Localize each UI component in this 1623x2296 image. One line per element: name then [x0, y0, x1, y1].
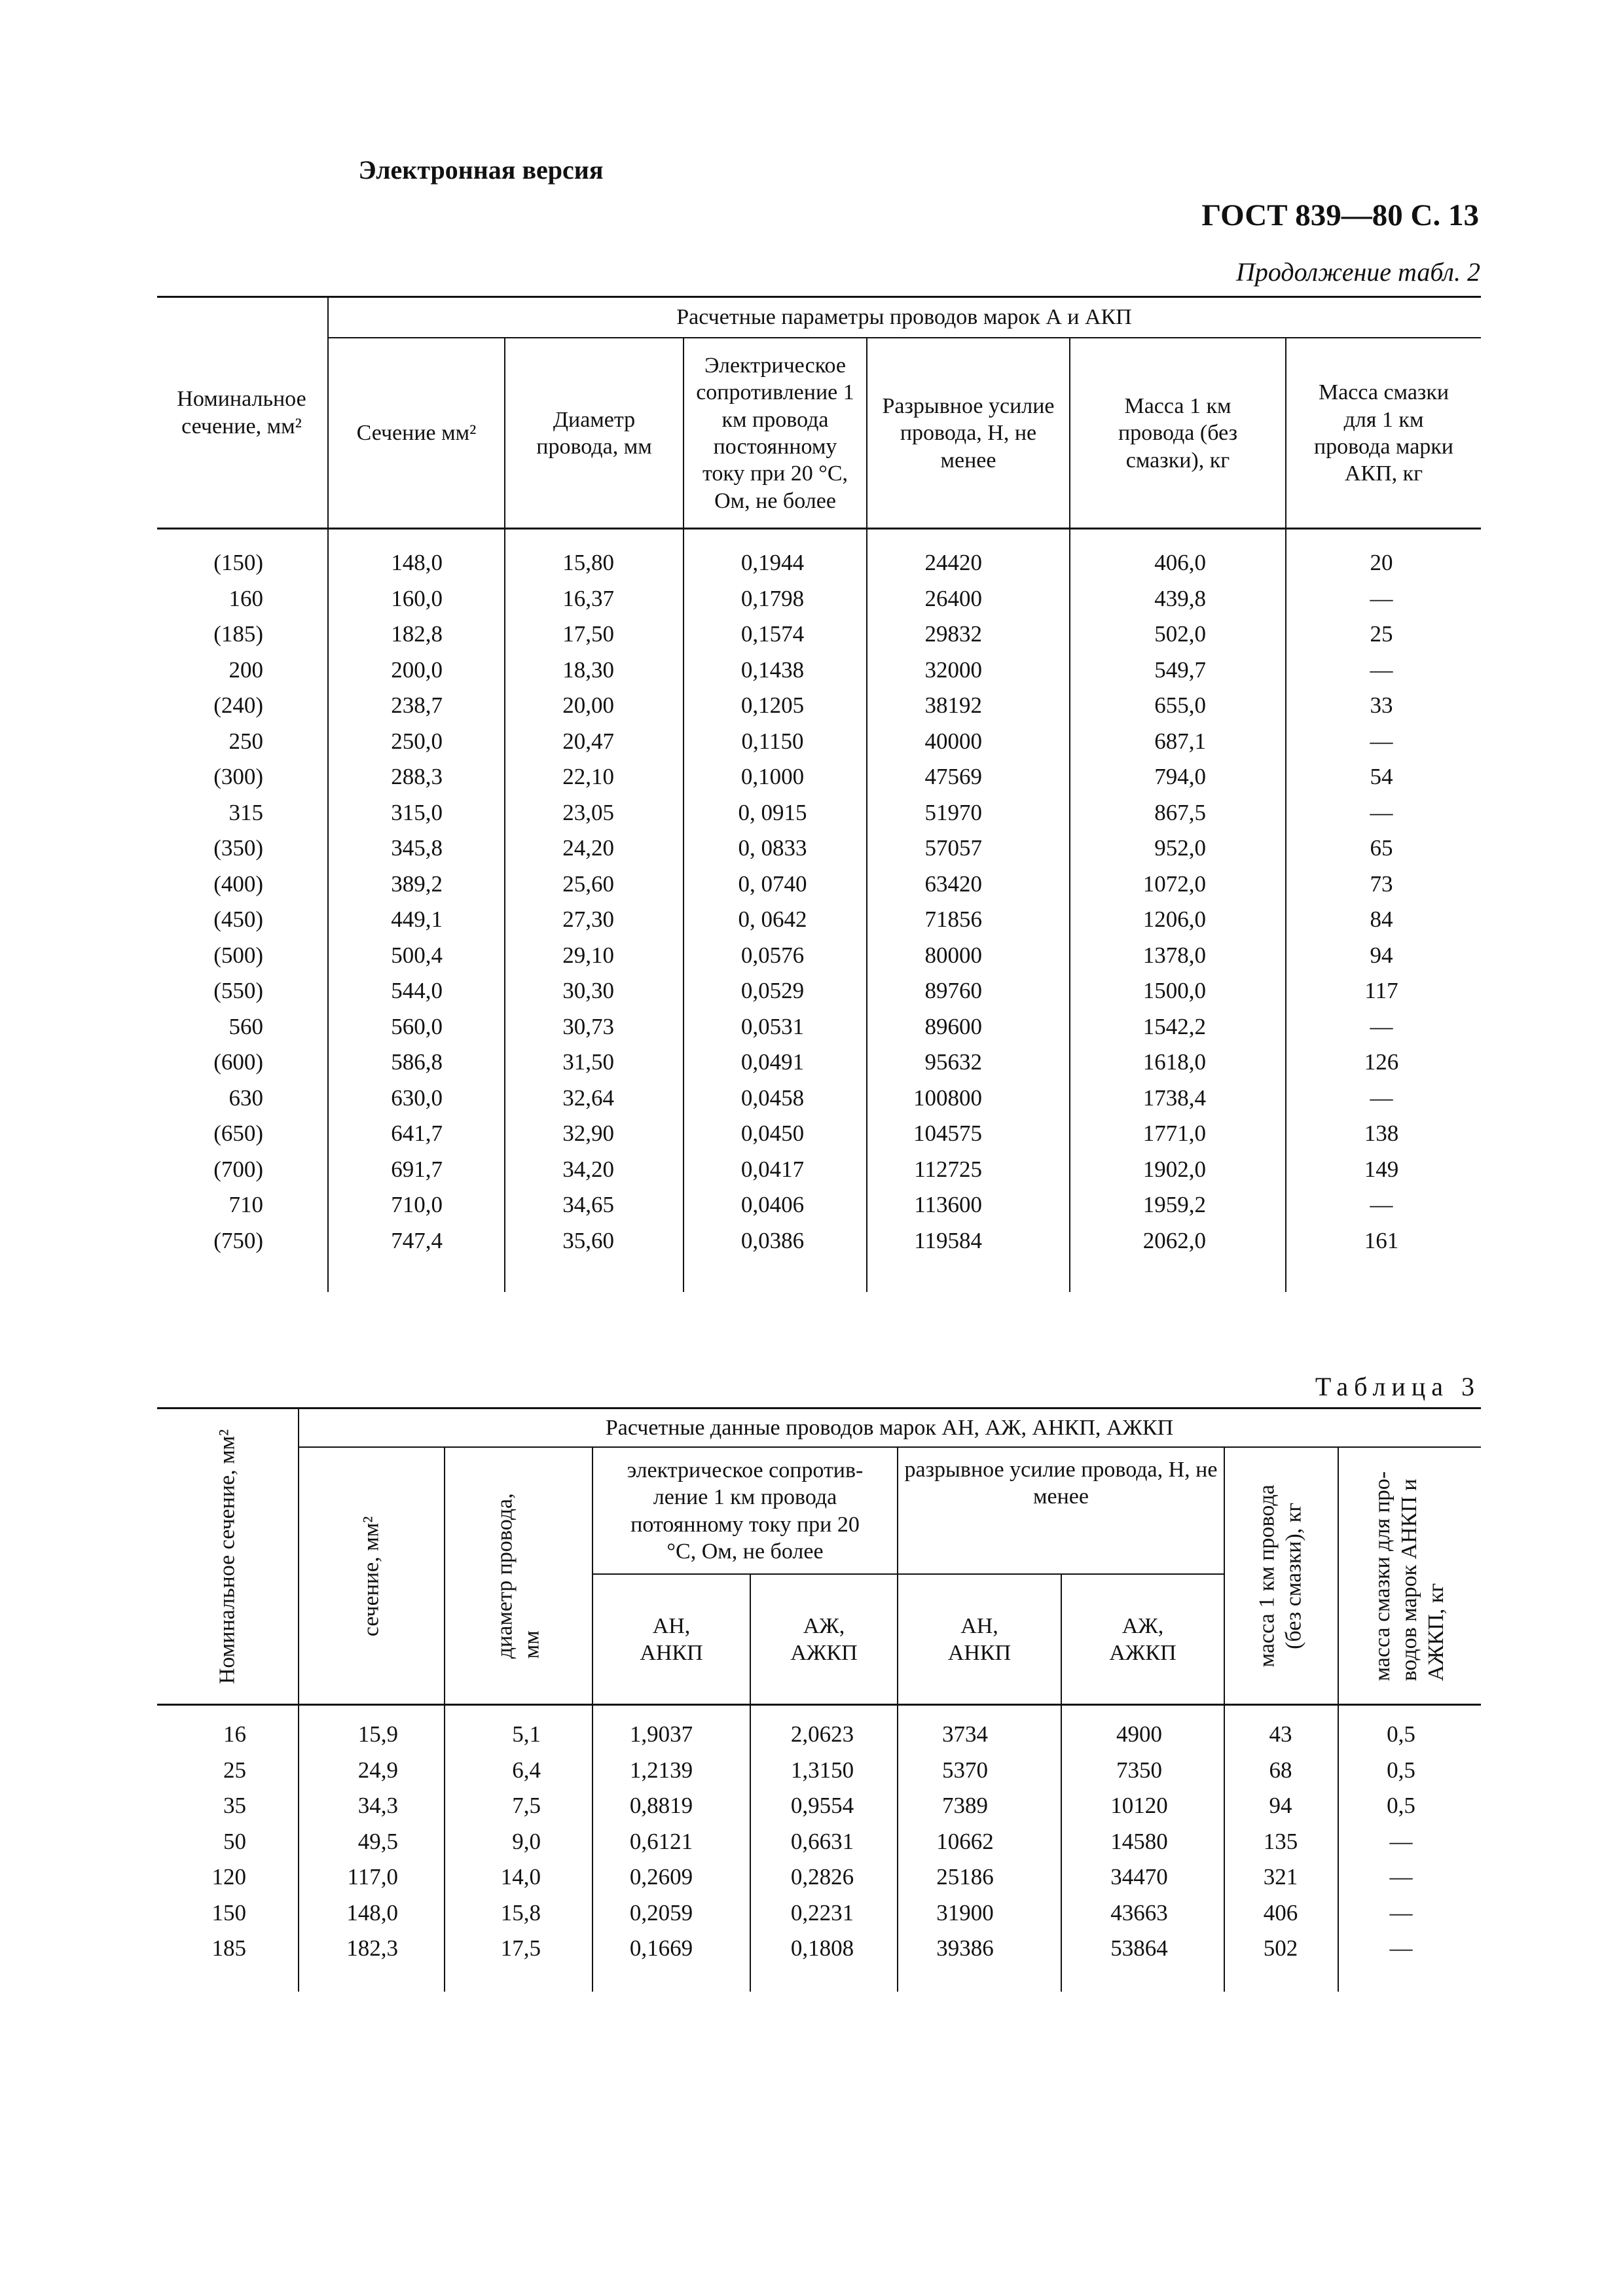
table2-cell-diameter: 30,30 [562, 978, 614, 1003]
table2-cell-resistance: 0, 0740 [738, 870, 807, 897]
table2-cell-nominal: (240) [213, 692, 263, 718]
table2-header-resistance: Электрическое сопротивление 1 км провода постоянному току при 20 °С, Ом, не более [696, 353, 854, 513]
table3-cell-section: 24,9 [357, 1757, 398, 1783]
table3-cell-resistance-azh: 0,2826 [790, 1864, 854, 1890]
table2-cell-force: 38192 [924, 692, 982, 718]
table2-header-force: Разрывное усилие провода, Н, не менее [882, 393, 1055, 473]
table2-cell-diameter: 15,80 [562, 550, 614, 575]
table2-cell-mass: 867,5 [1154, 799, 1206, 825]
table3-cell-grease: — [1389, 1935, 1413, 1961]
table3-header-diameter-line1: диаметр провода, [492, 1493, 517, 1659]
table2-cell-resistance: 0,0406 [740, 1192, 805, 1217]
table3-header-grease-line1: масса смазки для про- [1370, 1471, 1395, 1681]
table3-cell-force-azh: 7350 [1116, 1757, 1162, 1783]
table2-cell-section: 747,4 [391, 1227, 443, 1253]
table2-cell-force: 113600 [914, 1192, 982, 1217]
table2-cell-mass: 1771,0 [1142, 1121, 1206, 1146]
table3-cell-section: 148,0 [346, 1899, 398, 1926]
table2-cell-force: 89760 [924, 978, 982, 1003]
table2-cell-mass: 655,0 [1154, 692, 1206, 718]
table3-header-force-azh: АЖ, АЖКП [1109, 1613, 1176, 1665]
table2-cell-section: 544,0 [391, 978, 443, 1003]
table2-cell-nominal: 250 [228, 728, 263, 754]
table2-header-diameter: Диаметр провода, мм [536, 407, 652, 459]
table2-cell-grease: 25 [1370, 621, 1393, 647]
table2-cell-mass: 1959,2 [1142, 1192, 1206, 1217]
table2-cell-grease: — [1370, 1013, 1393, 1039]
table3-cell-mass: 94 [1269, 1793, 1292, 1818]
table2-group-rule [327, 337, 1481, 338]
table2-cell-grease: 161 [1364, 1227, 1399, 1253]
table3-header-resistance-an: АН, АНКП [640, 1613, 703, 1665]
table3-cell-section: 34,3 [357, 1793, 398, 1818]
table3-cell-grease: 0,5 [1387, 1793, 1415, 1818]
table3-cell-force-an: 10662 [936, 1828, 994, 1854]
table2-cell-mass: 794,0 [1154, 764, 1206, 789]
table3-cell-force-azh: 34470 [1110, 1864, 1168, 1890]
table2-cell-resistance: 0, 0642 [738, 906, 807, 932]
table2-group-header: Расчетные параметры проводов марок А и АКП [676, 305, 1132, 330]
table2-cell-diameter: 20,00 [562, 692, 614, 718]
table2-cell-nominal: (185) [213, 621, 263, 647]
table2-cell-resistance: 0,1944 [740, 550, 805, 575]
table3-cell-force-an: 3734 [942, 1721, 988, 1747]
table2-cell-grease: 73 [1370, 870, 1393, 897]
table3-header-grease-line3: АЖКП, кг [1423, 1583, 1448, 1681]
table2-cell-resistance: 0,0386 [740, 1227, 805, 1253]
table2-cell-nominal: (700) [213, 1156, 263, 1182]
table2-cell-nominal: (300) [213, 764, 263, 789]
table3-header-nominal [157, 1409, 298, 1704]
table2-cell-resistance: 0,0529 [740, 978, 805, 1003]
table3-cell-diameter: 17,5 [500, 1935, 541, 1961]
table2-cell-section: 148,0 [391, 550, 443, 575]
table2-cell-mass: 1618,0 [1142, 1049, 1206, 1075]
table3-header-diameter [445, 1448, 592, 1704]
table2-cell-section: 691,7 [391, 1156, 443, 1182]
table2-cell-force: 80000 [924, 942, 982, 968]
table2-cell-section: 630,0 [391, 1085, 443, 1111]
table2-cell-grease: 84 [1370, 906, 1393, 932]
table2-cell-force: 57057 [924, 835, 982, 861]
table2-cell-diameter: 25,60 [562, 870, 614, 897]
table3-cell-diameter: 14,0 [500, 1864, 541, 1890]
table3-cell-grease: — [1389, 1864, 1413, 1890]
table3-cell-force-azh: 53864 [1110, 1935, 1168, 1961]
table2-cell-grease: 65 [1370, 835, 1393, 861]
table2-cell-diameter: 31,50 [562, 1049, 614, 1075]
table3-cell-nominal: 50 [223, 1828, 246, 1854]
table3-cell-mass: 43 [1269, 1721, 1292, 1747]
table2-cell-resistance: 0,1438 [740, 656, 805, 683]
table3-cell-resistance-an: 1,9037 [629, 1721, 693, 1747]
table3-cell-force-an: 7389 [942, 1793, 988, 1818]
gost-page-number: ГОСТ 839—80 С. 13 [1201, 198, 1479, 232]
table2-cell-diameter: 16,37 [562, 585, 614, 611]
table2-cell-resistance: 0,0491 [740, 1049, 805, 1075]
table2-cell-resistance: 0,0531 [740, 1013, 805, 1039]
table3-cell-force-azh: 43663 [1110, 1899, 1168, 1926]
table2-cell-force: 40000 [924, 728, 982, 754]
table2-cell-section: 449,1 [391, 906, 443, 932]
table2-cell-force: 95632 [924, 1049, 982, 1075]
table3-cell-mass: 502 [1263, 1935, 1298, 1961]
table3-header-grease [1339, 1448, 1481, 1704]
table3-cell-diameter: 6,4 [512, 1757, 541, 1783]
table2-cell-grease: 138 [1364, 1121, 1399, 1146]
table2-cell-nominal: 560 [228, 1013, 263, 1039]
table2-cell-force: 32000 [924, 656, 982, 683]
table3-subheader-rule [592, 1573, 1224, 1575]
table2-cell-grease: 94 [1370, 942, 1393, 968]
table2-cell-nominal: 710 [228, 1192, 263, 1217]
table3-cell-section: 117,0 [347, 1864, 398, 1890]
table2-cell-grease: — [1370, 1192, 1393, 1217]
table2-header-rule [157, 528, 1481, 529]
table3-header-mass-line2: (без смазки), кг [1282, 1503, 1306, 1650]
table2-cell-grease: 149 [1364, 1156, 1399, 1182]
table3-cell-nominal: 25 [223, 1757, 246, 1783]
table3-cell-nominal: 16 [223, 1721, 246, 1747]
table2-cell-grease: — [1370, 585, 1393, 611]
table3-header-section-text: сечение, мм² [359, 1516, 384, 1636]
table3-header-section [299, 1448, 444, 1704]
table2-cell-section: 288,3 [391, 764, 443, 789]
table-continuation-label: Продолжение табл. 2 [1235, 257, 1480, 287]
table2-cell-nominal: 160 [228, 585, 263, 611]
table2-cell-diameter: 29,10 [562, 942, 614, 968]
table2-cell-resistance: 0,1000 [740, 764, 805, 789]
table2-cell-nominal: 200 [228, 656, 263, 683]
table2-cell-resistance: 0,1574 [740, 621, 805, 647]
table3-header-mass [1225, 1448, 1338, 1704]
table2-cell-force: 47569 [924, 764, 982, 789]
table2-cell-force: 24420 [924, 550, 982, 575]
table2-cell-nominal: 630 [228, 1085, 263, 1111]
table2-cell-section: 250,0 [391, 728, 443, 754]
table2-cell-nominal: (650) [213, 1121, 263, 1146]
table2-cell-resistance: 0,1798 [740, 585, 805, 611]
table2-cell-diameter: 35,60 [562, 1227, 614, 1253]
table2-cell-force: 104575 [913, 1121, 982, 1146]
table2-cell-resistance: 0,0458 [740, 1085, 805, 1111]
table2-cell-mass: 1500,0 [1142, 978, 1206, 1003]
table3-cell-grease: 0,5 [1387, 1757, 1415, 1783]
table2-cell-section: 710,0 [391, 1192, 443, 1217]
table2-cell-mass: 502,0 [1154, 621, 1206, 647]
table3-header-resistance-azh: АЖ, АЖКП [790, 1613, 858, 1665]
table3-cell-diameter: 15,8 [500, 1899, 541, 1926]
table3-cell-nominal: 185 [211, 1935, 246, 1961]
table3-cell-diameter: 5,1 [512, 1721, 541, 1747]
table3-cell-mass: 135 [1263, 1828, 1298, 1854]
table2-cell-force: 51970 [924, 799, 982, 825]
table2-cell-section: 500,4 [391, 942, 443, 968]
electronic-version-header: Электронная версия [358, 155, 604, 185]
table2-cell-section: 160,0 [391, 585, 443, 611]
table3-group-rule [298, 1446, 1481, 1448]
table2-cell-mass: 1206,0 [1142, 906, 1206, 932]
table2-cell-resistance: 0, 0833 [738, 835, 807, 861]
table3-header-force-an: АН, АНКП [947, 1613, 1012, 1665]
table2-cell-resistance: 0, 0915 [738, 799, 807, 825]
table3-header-force: разрывное усилие провода, Н, не менее [904, 1458, 1218, 1509]
table2-cell-section: 345,8 [391, 835, 443, 861]
table3-header-grease-line2: водов марок АНКП и [1397, 1479, 1422, 1681]
table2-cell-grease: 117 [1364, 978, 1398, 1003]
table2-cell-section: 182,8 [391, 621, 443, 647]
table3-cell-section: 182,3 [346, 1935, 398, 1961]
table2-cell-force: 100800 [913, 1085, 982, 1111]
table2-cell-grease: 126 [1364, 1049, 1399, 1075]
table2-cell-nominal: (350) [213, 835, 263, 861]
table2-cell-mass: 1738,4 [1142, 1085, 1206, 1111]
table3-header-nominal-text: Номинальное сечение, мм² [215, 1429, 240, 1684]
table2-cell-nominal: 315 [228, 799, 263, 825]
table2-cell-diameter: 34,65 [562, 1192, 614, 1217]
table3-group-header: Расчетные данные проводов марок АН, АЖ, АНКП, АЖКП [605, 1415, 1174, 1440]
table2-header-grease: Масса смазки для 1 км провода марки АКП, кг [1313, 380, 1453, 486]
table3-cell-mass: 406 [1263, 1899, 1298, 1926]
table2-cell-diameter: 20,47 [562, 728, 614, 754]
table2-cell-grease: 54 [1370, 764, 1393, 789]
table3-cell-force-an: 5370 [942, 1757, 988, 1783]
table3-cell-resistance-azh: 0,2231 [790, 1899, 854, 1926]
table3-cell-mass: 68 [1269, 1757, 1292, 1783]
table3-cell-force-azh: 10120 [1110, 1793, 1168, 1818]
table2-cell-resistance: 0,0417 [740, 1156, 805, 1182]
table2-cell-resistance: 0,0450 [740, 1121, 805, 1146]
table2-cell-diameter: 18,30 [562, 656, 614, 683]
table2-cell-nominal: (450) [213, 906, 263, 932]
table2-cell-force: 119584 [914, 1227, 982, 1253]
table3-cell-mass: 321 [1263, 1864, 1298, 1890]
table2-cell-resistance: 0,1150 [741, 728, 804, 754]
table3-cell-resistance-an: 0,8819 [629, 1793, 693, 1818]
table3-cell-resistance-azh: 0,9554 [790, 1793, 854, 1818]
table2-cell-diameter: 22,10 [562, 764, 614, 789]
table3-cell-grease: 0,5 [1387, 1721, 1415, 1747]
table2-cell-resistance: 0,1205 [740, 692, 805, 718]
table2-cell-section: 315,0 [391, 799, 443, 825]
table3-cell-resistance-an: 0,1669 [629, 1935, 693, 1961]
table3-cell-diameter: 7,5 [512, 1793, 541, 1818]
table2-cell-grease: 20 [1370, 550, 1393, 575]
table3-cell-resistance-an: 0,2059 [629, 1899, 693, 1926]
table3-header-rule [157, 1704, 1481, 1706]
table2-cell-section: 641,7 [391, 1121, 443, 1146]
table2-header-nominal: Номинальное сечение, мм² [177, 387, 306, 439]
table2-header-section: Сечение мм² [356, 421, 477, 446]
table2-cell-force: 26400 [924, 585, 982, 611]
table2-cell-diameter: 30,73 [562, 1013, 614, 1039]
table2-cell-diameter: 32,64 [562, 1085, 614, 1111]
table2-cell-nominal: (400) [213, 870, 263, 897]
table2-cell-force: 71856 [924, 906, 982, 932]
table2-cell-diameter: 23,05 [562, 799, 614, 825]
table2-cell-section: 200,0 [391, 656, 443, 683]
table2-cell-force: 89600 [924, 1013, 982, 1039]
table3-label: Таблица 3 [1315, 1372, 1480, 1401]
table2-cell-grease: — [1370, 728, 1393, 754]
table2-cell-grease: — [1370, 1085, 1393, 1111]
table2-cell-grease: — [1370, 799, 1393, 825]
table2-cell-mass: 1542,2 [1142, 1013, 1206, 1039]
table2-cell-diameter: 24,20 [562, 835, 614, 861]
table2-cell-diameter: 17,50 [562, 621, 614, 647]
table3-cell-force-an: 39386 [936, 1935, 994, 1961]
table2-cell-section: 238,7 [391, 692, 443, 718]
table2-cell-grease: — [1370, 656, 1393, 683]
table3-cell-nominal: 150 [211, 1899, 246, 1926]
table3-cell-nominal: 35 [223, 1793, 246, 1818]
table3-cell-resistance-azh: 0,6631 [790, 1828, 854, 1854]
table3-cell-nominal: 120 [211, 1864, 246, 1890]
table3-header-resistance: электрическое сопротив-ление 1 км провода потоянному току при 20 °С, Ом, не более [627, 1458, 864, 1564]
table2-cell-section: 560,0 [391, 1013, 443, 1039]
table2-cell-diameter: 34,20 [562, 1156, 614, 1182]
table2-cell-mass: 2062,0 [1142, 1227, 1206, 1253]
table3-cell-resistance-an: 1,2139 [629, 1757, 693, 1783]
table3-cell-force-an: 25186 [936, 1864, 994, 1890]
table3-cell-section: 15,9 [357, 1721, 398, 1747]
table2-cell-force: 63420 [924, 870, 982, 897]
table3-cell-force-azh: 4900 [1116, 1721, 1162, 1747]
table2-cell-nominal: (750) [213, 1227, 263, 1253]
table3-cell-resistance-azh: 0,1808 [790, 1935, 854, 1961]
table2-header-mass: Масса 1 км провода (без смазки), кг [1118, 393, 1238, 473]
table3-cell-resistance-an: 0,2609 [629, 1864, 693, 1890]
table3-cell-resistance-azh: 2,0623 [790, 1721, 854, 1747]
table2-cell-mass: 406,0 [1154, 550, 1206, 575]
table3-cell-diameter: 9,0 [512, 1828, 541, 1854]
table3-cell-resistance-an: 0,6121 [629, 1828, 693, 1854]
table2-cell-nominal: (550) [213, 978, 263, 1003]
table2-cell-diameter: 32,90 [562, 1121, 614, 1146]
table2-cell-mass: 952,0 [1154, 835, 1206, 861]
table3-cell-grease: — [1389, 1899, 1413, 1926]
table3-header-diameter-line2: мм [519, 1630, 543, 1659]
table3-cell-force-an: 31900 [936, 1899, 994, 1926]
table3-cell-resistance-azh: 1,3150 [790, 1757, 854, 1783]
table2-cell-mass: 549,7 [1154, 656, 1206, 683]
table2-cell-section: 389,2 [391, 870, 443, 897]
table3-cell-force-azh: 14580 [1110, 1828, 1168, 1854]
table2-cell-mass: 1378,0 [1142, 942, 1206, 968]
table2-cell-force: 112725 [914, 1156, 982, 1182]
table2-cell-mass: 1072,0 [1142, 870, 1206, 897]
table2-cell-section: 586,8 [391, 1049, 443, 1075]
table2-cell-mass: 687,1 [1154, 728, 1206, 754]
table2-cell-mass: 1902,0 [1142, 1156, 1206, 1182]
table2-cell-nominal: (600) [213, 1049, 263, 1075]
table2-cell-nominal: (500) [213, 942, 263, 968]
table2-cell-nominal: (150) [213, 550, 263, 575]
table3-header-mass-line1: масса 1 км провода [1255, 1484, 1280, 1668]
table3-cell-section: 49,5 [357, 1828, 398, 1854]
table2-cell-resistance: 0,0576 [740, 942, 805, 968]
table2-cell-mass: 439,8 [1154, 585, 1206, 611]
table2-cell-force: 29832 [924, 621, 982, 647]
table3-cell-grease: — [1389, 1828, 1413, 1854]
table2-cell-diameter: 27,30 [562, 906, 614, 932]
table2-cell-grease: 33 [1370, 692, 1393, 718]
